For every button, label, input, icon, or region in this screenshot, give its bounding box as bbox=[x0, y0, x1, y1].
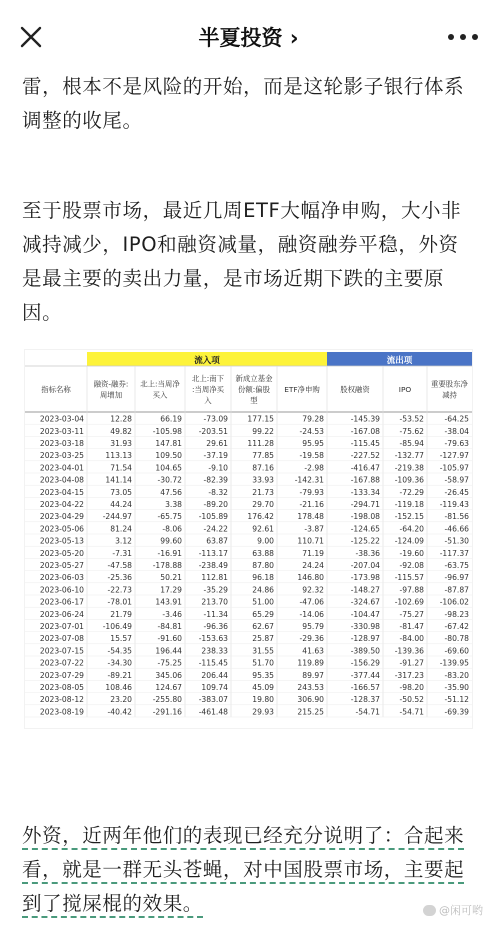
table-cell: -75.25 bbox=[157, 658, 182, 668]
table-cell: -35.90 bbox=[444, 683, 469, 692]
table-cell: -79.93 bbox=[299, 487, 324, 497]
table-cell: 113.13 bbox=[105, 451, 132, 461]
table-cell: -324.67 bbox=[350, 597, 380, 607]
table-cell: -132.77 bbox=[394, 451, 424, 461]
article-paragraph-1: 雷，根本不是风险的开始，而是这轮影子银行体系调整的收尾。 bbox=[22, 75, 465, 132]
row-date-cell: 2023-03-11 bbox=[39, 426, 84, 436]
table-cell: 178.48 bbox=[297, 512, 324, 522]
table-cell: -9.10 bbox=[208, 463, 228, 473]
table-cell: -16.91 bbox=[157, 548, 182, 558]
row-date-cell: 2023-05-06 bbox=[39, 524, 84, 534]
table-cell: 24.24 bbox=[302, 561, 324, 570]
table-cell: -72.29 bbox=[399, 487, 424, 497]
table-cell: 21.79 bbox=[110, 609, 132, 619]
article-paragraph-3 bbox=[22, 819, 478, 921]
table-cell: 31.93 bbox=[110, 439, 132, 448]
table-cell: -47.06 bbox=[299, 597, 324, 607]
table-cell: -105.98 bbox=[152, 426, 182, 436]
table-cell: -244.97 bbox=[102, 512, 132, 522]
table-cell: -127.97 bbox=[439, 451, 469, 461]
table-cell: 108.46 bbox=[105, 683, 132, 692]
table-cell: -84.00 bbox=[399, 634, 424, 644]
table-cell: -317.23 bbox=[394, 670, 424, 680]
table-cell: -75.62 bbox=[399, 426, 424, 436]
table-cell: 9.00 bbox=[257, 536, 274, 546]
table-cell: 110.71 bbox=[297, 536, 324, 546]
table-cell: -54.35 bbox=[107, 646, 132, 656]
table-cell: -29.36 bbox=[299, 634, 324, 644]
table-cell: -73.09 bbox=[203, 414, 228, 424]
column-header: 股权融资 bbox=[340, 385, 370, 394]
table-cell: 19.80 bbox=[252, 695, 274, 705]
table-cell: -255.80 bbox=[152, 695, 182, 705]
column-header: 北上:当周净买入 bbox=[140, 379, 180, 400]
table-cell: 147.81 bbox=[155, 439, 182, 448]
row-date-cell: 2023-06-03 bbox=[39, 573, 84, 583]
table-cell: -142.31 bbox=[294, 475, 324, 485]
table-cell: -8.32 bbox=[208, 487, 228, 497]
table-cell: -64.20 bbox=[399, 524, 424, 534]
table-cell: -139.95 bbox=[439, 658, 469, 668]
table-cell: 66.19 bbox=[160, 414, 182, 424]
table-cell: -69.39 bbox=[444, 707, 469, 717]
table-cell: -26.45 bbox=[444, 487, 469, 497]
table-cell: 63.87 bbox=[206, 536, 228, 546]
column-header: 融资-融券:周增加 bbox=[93, 379, 129, 400]
table-cell: 73.05 bbox=[110, 487, 132, 497]
column-header: 指标名称 bbox=[41, 385, 71, 394]
table-cell: 81.24 bbox=[110, 524, 132, 534]
table-cell: 71.19 bbox=[302, 548, 324, 558]
table-cell: -81.47 bbox=[399, 622, 424, 631]
table-cell: 21.73 bbox=[252, 487, 274, 497]
table-cell: -153.63 bbox=[198, 634, 228, 644]
table-cell: 51.70 bbox=[252, 658, 274, 668]
table-cell: -125.22 bbox=[350, 536, 380, 546]
table-cell: -330.98 bbox=[350, 622, 380, 631]
watermark-text: @闲可哟 bbox=[439, 904, 483, 917]
table-cell: -64.25 bbox=[444, 414, 469, 424]
table-cell: -2.98 bbox=[304, 463, 324, 473]
table-cell: -24.22 bbox=[203, 524, 228, 534]
table-cell: 49.82 bbox=[110, 426, 132, 436]
table-cell: -124.09 bbox=[394, 536, 424, 546]
table-cell: 29.61 bbox=[206, 439, 228, 448]
table-cell: 31.55 bbox=[252, 646, 274, 656]
table-cell: 111.28 bbox=[247, 439, 274, 448]
table-cell: -63.75 bbox=[444, 561, 469, 570]
table-cell: -91.60 bbox=[157, 634, 182, 644]
table-cell: -227.52 bbox=[350, 451, 380, 461]
table-cell: -416.47 bbox=[350, 463, 380, 473]
table-cell: 243.53 bbox=[297, 683, 324, 692]
inflow-group-label: 流入项 bbox=[194, 356, 220, 366]
table-cell: -34.30 bbox=[107, 658, 132, 668]
row-date-cell: 2023-03-04 bbox=[39, 414, 84, 424]
table-cell: 143.91 bbox=[155, 597, 182, 607]
table-cell: 17.29 bbox=[160, 585, 182, 595]
table-cell: -139.36 bbox=[394, 646, 424, 656]
table-cell: -461.48 bbox=[198, 707, 228, 717]
table-cell: -113.17 bbox=[198, 548, 228, 558]
table-cell: -207.04 bbox=[350, 561, 380, 570]
table-cell: -115.45 bbox=[350, 439, 380, 448]
table-cell: -65.75 bbox=[157, 512, 182, 522]
top-bar bbox=[0, 0, 497, 74]
table-cell: -92.08 bbox=[399, 561, 424, 570]
table-cell: -7.31 bbox=[112, 548, 132, 558]
table-cell: -80.78 bbox=[444, 634, 469, 644]
column-header: ETF净申购 bbox=[284, 385, 320, 394]
table-cell: -58.97 bbox=[444, 475, 469, 485]
table-cell: -87.87 bbox=[444, 585, 469, 595]
table-cell: -85.94 bbox=[399, 439, 424, 448]
table-cell: -40.42 bbox=[107, 707, 132, 717]
table-cell: -25.36 bbox=[107, 573, 132, 583]
table-cell: 104.65 bbox=[155, 463, 182, 473]
table-cell: 45.09 bbox=[252, 683, 274, 692]
table-cell: -377.44 bbox=[350, 670, 380, 680]
table-cell: 77.85 bbox=[252, 451, 274, 461]
row-date-cell: 2023-04-29 bbox=[39, 512, 84, 522]
table-cell: -98.23 bbox=[444, 609, 469, 619]
table-cell: 109.74 bbox=[201, 683, 228, 692]
table-cell: -22.73 bbox=[107, 585, 132, 595]
table-cell: -51.30 bbox=[444, 536, 469, 546]
table-cell: 29.93 bbox=[252, 707, 274, 717]
table-cell: -173.98 bbox=[350, 573, 380, 583]
row-date-cell: 2023-08-19 bbox=[39, 707, 84, 717]
data-table-image bbox=[24, 349, 473, 729]
table-cell: -78.01 bbox=[107, 597, 132, 607]
table-cell: 3.12 bbox=[115, 536, 132, 546]
row-date-cell: 2023-05-27 bbox=[39, 561, 84, 570]
table-cell: 50.21 bbox=[160, 573, 182, 583]
row-date-cell: 2023-07-29 bbox=[39, 670, 84, 680]
table-cell: -219.38 bbox=[394, 463, 424, 473]
row-date-cell: 2023-07-22 bbox=[39, 658, 84, 668]
table-cell: 196.44 bbox=[155, 646, 182, 656]
table-cell: -38.04 bbox=[444, 426, 469, 436]
table-cell: 41.63 bbox=[302, 646, 324, 656]
row-date-cell: 2023-07-01 bbox=[39, 622, 84, 631]
table-cell: -115.45 bbox=[198, 658, 228, 668]
table-cell: 87.16 bbox=[252, 463, 274, 473]
table-cell: -105.97 bbox=[439, 463, 469, 473]
row-date-cell: 2023-06-10 bbox=[39, 585, 84, 595]
table-cell: -291.16 bbox=[152, 707, 182, 717]
table-cell: -96.97 bbox=[444, 573, 469, 583]
table-cell: -145.39 bbox=[350, 414, 380, 424]
table-cell: 65.29 bbox=[252, 609, 274, 619]
row-date-cell: 2023-03-25 bbox=[39, 451, 84, 461]
table-cell: -105.89 bbox=[198, 512, 228, 522]
table-cell: -119.18 bbox=[394, 500, 424, 509]
table-cell: -8.06 bbox=[162, 524, 182, 534]
row-date-cell: 2023-05-13 bbox=[39, 536, 84, 546]
table-cell: -117.37 bbox=[439, 548, 469, 558]
table-cell: 146.80 bbox=[297, 573, 324, 583]
table-cell: 87.80 bbox=[252, 561, 274, 570]
table-cell: -3.87 bbox=[304, 524, 324, 534]
table-cell: -98.20 bbox=[399, 683, 424, 692]
table-cell: -106.02 bbox=[439, 597, 469, 607]
table-cell: -167.08 bbox=[350, 426, 380, 436]
spreadsheet bbox=[25, 350, 472, 728]
table-cell: -152.15 bbox=[394, 512, 424, 522]
column-header: IPO bbox=[398, 385, 412, 394]
row-date-cell: 2023-07-15 bbox=[39, 646, 84, 656]
table-cell: -21.16 bbox=[299, 500, 324, 509]
table-cell: -84.81 bbox=[157, 622, 182, 631]
table-cell: -83.20 bbox=[444, 670, 469, 680]
table-cell: -115.57 bbox=[394, 573, 424, 583]
table-cell: 238.33 bbox=[201, 646, 228, 656]
table-cell: 23.20 bbox=[110, 695, 132, 705]
table-cell: -203.51 bbox=[198, 426, 228, 436]
table-cell: -102.69 bbox=[394, 597, 424, 607]
table-cell: -97.88 bbox=[399, 585, 424, 595]
table-cell: -38.36 bbox=[355, 548, 380, 558]
table-cell: -89.20 bbox=[203, 500, 228, 509]
row-date-cell: 2023-07-08 bbox=[39, 634, 84, 644]
table-cell: -96.36 bbox=[203, 622, 228, 631]
row-date-cell: 2023-04-15 bbox=[39, 487, 84, 497]
row-date-cell: 2023-04-22 bbox=[39, 500, 84, 509]
table-cell: 25.87 bbox=[252, 634, 274, 644]
table-cell: 177.15 bbox=[247, 414, 274, 424]
table-cell: -89.21 bbox=[107, 670, 132, 680]
table-cell: 345.06 bbox=[155, 670, 182, 680]
table-cell: -11.34 bbox=[203, 609, 228, 619]
table-cell: -51.12 bbox=[444, 695, 469, 705]
table-cell: 44.24 bbox=[110, 500, 132, 509]
table-cell: -54.71 bbox=[399, 707, 424, 717]
table-cell: 176.42 bbox=[247, 512, 274, 522]
row-date-cell: 2023-04-08 bbox=[39, 475, 84, 485]
table-cell: -178.88 bbox=[152, 561, 182, 570]
table-cell: -133.34 bbox=[350, 487, 380, 497]
table-cell: -106.49 bbox=[102, 622, 132, 631]
table-cell: 92.32 bbox=[302, 585, 324, 595]
table-cell: -67.42 bbox=[444, 622, 469, 631]
table-cell: 99.60 bbox=[160, 536, 182, 546]
table-cell: 24.86 bbox=[252, 585, 274, 595]
article-paragraph-2: 至于股票市场，最近几周ETF大幅净申购，大小非减持减少，IPO和融资减量，融资融券平稳，外资是最主要的卖出力量，是市场近期下跌的主要原因。 bbox=[22, 199, 462, 324]
table-cell: -3.46 bbox=[162, 609, 182, 619]
table-cell: -166.57 bbox=[350, 683, 380, 692]
table-cell: 12.28 bbox=[110, 414, 132, 424]
table-cell: -156.29 bbox=[350, 658, 380, 668]
table-cell: 71.54 bbox=[110, 463, 132, 473]
table-cell: -75.27 bbox=[399, 609, 424, 619]
table-cell: -389.50 bbox=[350, 646, 380, 656]
table-cell: -91.27 bbox=[399, 658, 424, 668]
table-cell: -53.52 bbox=[399, 414, 424, 424]
table-cell: 99.22 bbox=[252, 426, 274, 436]
row-date-cell: 2023-06-17 bbox=[39, 597, 84, 607]
table-cell: -81.56 bbox=[444, 512, 469, 522]
table-cell: -104.47 bbox=[350, 609, 380, 619]
table-cell: -54.71 bbox=[355, 707, 380, 717]
table-cell: 119.89 bbox=[297, 658, 324, 668]
table-cell: -37.19 bbox=[203, 451, 228, 461]
table-cell: 141.14 bbox=[105, 475, 132, 485]
table-cell: 95.79 bbox=[302, 622, 324, 631]
table-cell: 109.50 bbox=[155, 451, 182, 461]
column-header: 重要股东净减持 bbox=[431, 379, 468, 400]
table-cell: -119.43 bbox=[439, 500, 469, 509]
table-cell: -294.71 bbox=[350, 500, 380, 509]
account-title[interactable] bbox=[0, 22, 497, 52]
table-cell: -47.58 bbox=[107, 561, 132, 570]
table-cell: 306.90 bbox=[297, 695, 324, 705]
table-cell: 124.67 bbox=[155, 683, 182, 692]
table-cell: 47.56 bbox=[160, 487, 182, 497]
table-cell: -30.72 bbox=[157, 475, 182, 485]
table-cell: 15.57 bbox=[110, 634, 132, 644]
row-date-cell: 2023-06-24 bbox=[39, 609, 84, 619]
table-cell: 112.81 bbox=[201, 573, 228, 583]
row-date-cell: 2023-08-12 bbox=[39, 695, 84, 705]
table-cell: -167.88 bbox=[350, 475, 380, 485]
table-cell: -50.52 bbox=[399, 695, 424, 705]
row-date-cell: 2023-04-01 bbox=[39, 463, 84, 473]
row-date-cell: 2023-05-20 bbox=[39, 548, 84, 558]
table-cell: 213.70 bbox=[201, 597, 228, 607]
table-cell: -198.08 bbox=[350, 512, 380, 522]
table-cell: 79.28 bbox=[302, 414, 324, 424]
column-header: 新成立基金份额:偏股型 bbox=[235, 374, 273, 405]
table-cell: -79.63 bbox=[444, 439, 469, 448]
table-cell: 95.95 bbox=[302, 439, 324, 448]
column-header: 北上:南下:当周净买入 bbox=[191, 374, 225, 405]
table-cell: 92.61 bbox=[252, 524, 274, 534]
table-cell: -19.58 bbox=[299, 451, 324, 461]
table-cell: 51.00 bbox=[252, 597, 274, 607]
table-cell: 96.18 bbox=[252, 573, 274, 583]
table-cell: -148.27 bbox=[350, 585, 380, 595]
table-cell: -14.06 bbox=[299, 609, 324, 619]
row-date-cell: 2023-08-05 bbox=[39, 683, 84, 692]
table-cell: 3.38 bbox=[165, 500, 182, 509]
table-cell: 95.35 bbox=[252, 670, 274, 680]
table-cell: 206.44 bbox=[201, 670, 228, 680]
table-cell: 215.25 bbox=[297, 707, 324, 717]
row-date-cell: 2023-03-18 bbox=[39, 439, 84, 448]
table-cell: -69.60 bbox=[444, 646, 469, 656]
table-cell: 63.88 bbox=[252, 548, 274, 558]
table-cell: -124.65 bbox=[350, 524, 380, 534]
account-name: 半夏投资 bbox=[198, 26, 283, 50]
table-cell: 62.67 bbox=[252, 622, 274, 631]
table-cell: 89.97 bbox=[302, 670, 324, 680]
table-cell: -238.49 bbox=[198, 561, 228, 570]
weibo-icon bbox=[423, 905, 436, 916]
more-icon[interactable] bbox=[443, 24, 483, 50]
table-cell: -19.60 bbox=[399, 548, 424, 558]
table-cell: -24.53 bbox=[299, 426, 324, 436]
table-cell: -383.07 bbox=[198, 695, 228, 705]
underlined-text: 外资，近两年他们的表现已经充分说明了：合起来看，就是一群无头苍蝇，对中国股票市场，主要起到了搅屎棍的效果。 bbox=[22, 824, 464, 918]
table-cell: 29.70 bbox=[252, 500, 274, 509]
table-cell: -35.29 bbox=[203, 585, 228, 595]
table-cell: 33.93 bbox=[252, 475, 274, 485]
table-cell: -82.39 bbox=[203, 475, 228, 485]
table-cell: -128.37 bbox=[350, 695, 380, 705]
watermark bbox=[423, 902, 483, 918]
outflow-group-label: 流出项 bbox=[386, 356, 413, 366]
table-cell: -46.66 bbox=[444, 524, 469, 534]
table-cell: -109.36 bbox=[394, 475, 424, 485]
table-cell: -128.97 bbox=[350, 634, 380, 644]
chevron-right-icon: › bbox=[289, 26, 299, 50]
